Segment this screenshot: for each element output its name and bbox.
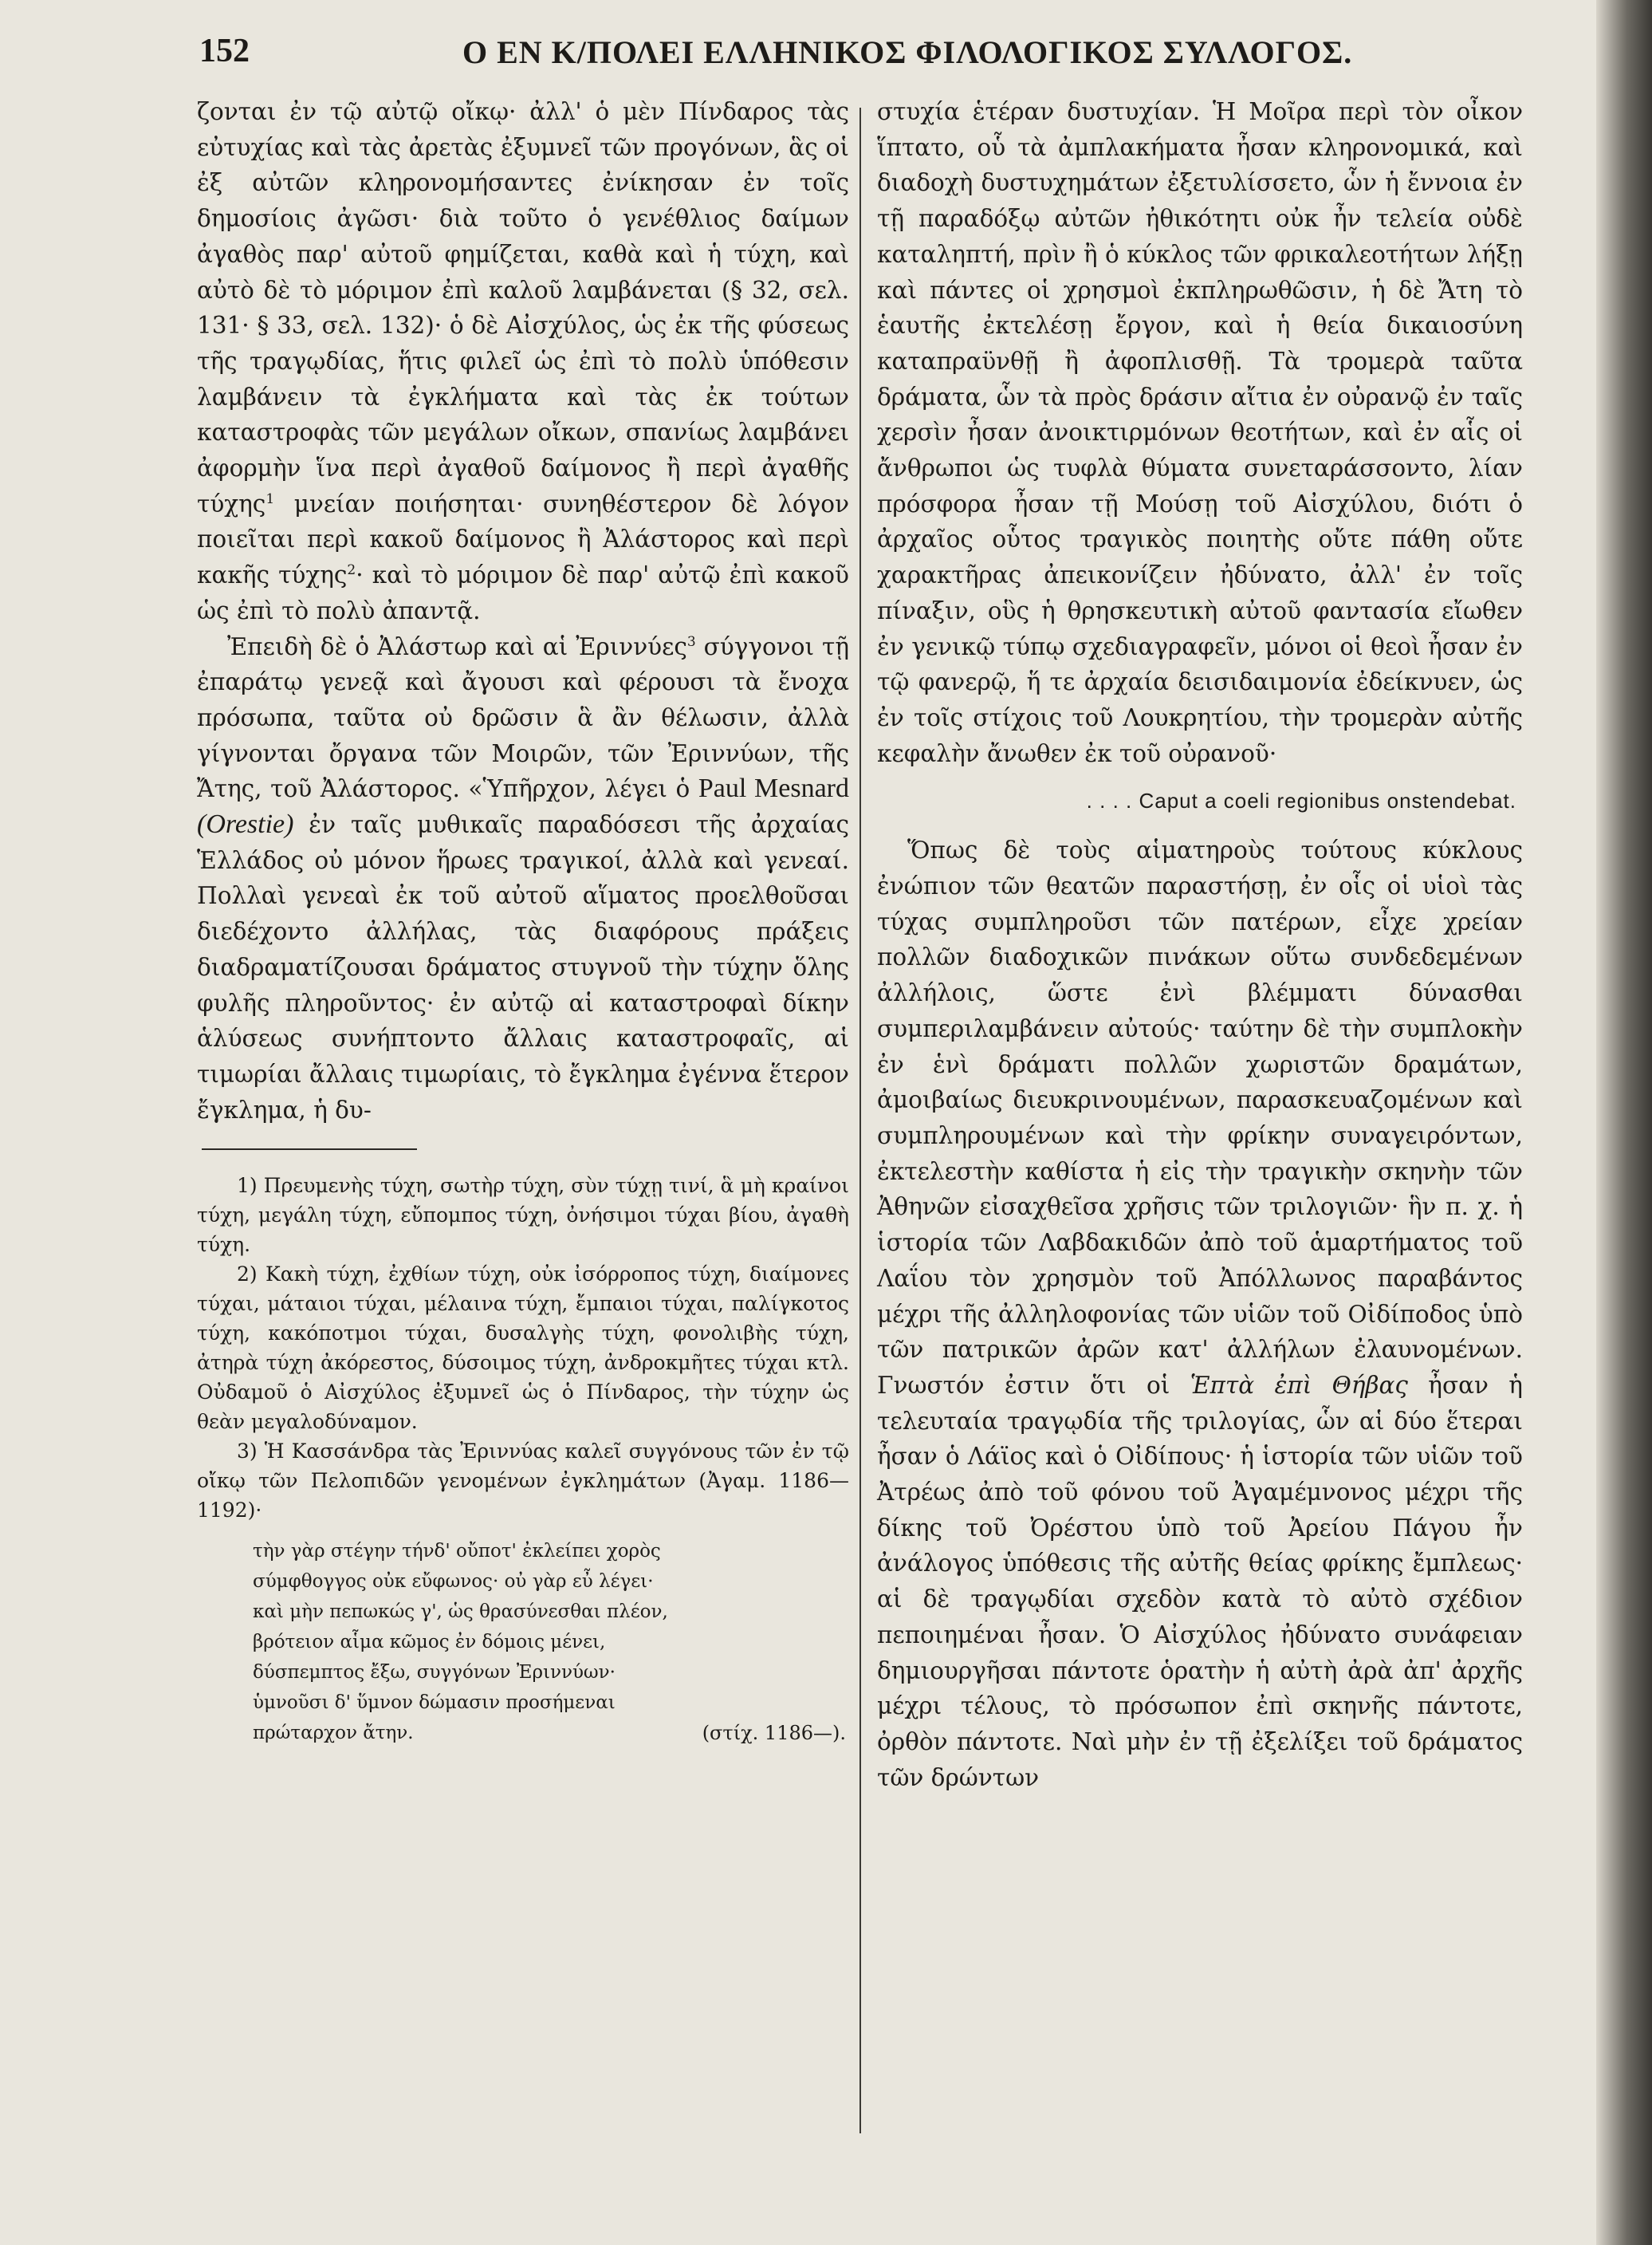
- running-head: [199, 32, 1491, 88]
- paragraph: Ὅπως δὲ τοὺς αἱματηροὺς τούτους κύκλους ἐνώπιον τῶν θεατῶν παραστήσῃ, ἐν οἷς οἱ υἱοὶ τὰς τύχας συμπληροῦσι τῶν πατέρων, εἶχε χρείαν πολλῶν διαδοχικῶν πινάκων οὕτω συνδεδεμένων ἀλλήλοις, ὥστε ἐνὶ βλέμματι δύνασθαι συμπεριλαμβάνειν αὐτούς· ταύτην δὲ τὴν συμπλοκὴν ἐν ἑνὶ δράματι πολλῶν χωριστῶν δραμάτων, ἀμοιβαίως διευκρινουμένων, παρασκευαζομένων καὶ συμπληρουμένων καὶ τὴν φρίκην συναγειρόντων, ἐκτελεστὴν καθίστα ἡ εἰς τὴν τραγικὴν σκηνὴν τῶν Ἀθηνῶν εἰσαχθεῖσα χρῆσις τῶν τριλογιῶν· ἣν π. χ. ἡ ἱστορία τῶν Λαβδακιδῶν ἀπὸ τοῦ ἁμαρτήματος τοῦ Λαΐου τὸν χρησμὸν τοῦ Ἀπόλλωνος παραβάντος μέχρι τῆς ἀλληλοφονίας τῶν υἱῶν τοῦ Οἰδίποδος ὑπὸ τῶν πατρικῶν ἀρῶν κατ' ἀλλήλων ἐλαυνομένων. Γνωστόν ἐστιν ὅτι οἱ Ἑπτὰ ἐπὶ Θήβας ἦσαν ἡ τελευταία τραγῳδία τῆς τριλογίας, ὧν αἱ δύο ἕτεραι ἦσαν ὁ Λάϊος καὶ ὁ Οἰδίπους· ἡ ἱστορία τῶν υἱῶν τοῦ Ἀτρέως ἀπὸ τοῦ φόνου τοῦ Ἀγαμέμνονος μέχρι τῆς δίκης τοῦ Ὀρέστου ὑπὸ τοῦ Ἀρείου Πάγου ἦν ἀνάλογος ὑπόθεσις τῆς αὐτῆς θείας φρίκης ἔμπλεως· αἱ δὲ τραγῳδίαι σχεδὸν κατὰ τὸ αὐτὸ σχέδιον πεποιημέναι ἦσαν. Ὁ Αἰσχύλος ἠδύνατο συνάφειαν δημιουργῆσαι πάντοτε ὁρατὴν ἡ αὐτὴ ἀρὰ ἀπ' ἀρχῆς μέχρι τέλους, τὸ πρόσωπον ἐπὶ σκηνῆς πάντοτε, ὀρθὸν πάντοτε. Ναὶ μὴν ἐν τῇ ἐξελίξει τοῦ δράματος τῶν δρώντων: [877, 837, 1523, 1791]
- latin-quotation: . . . . Caput a coeli regionibus onstendebat.: [1086, 789, 1516, 813]
- verse-line: δύσπεμπτος ἔξω, συγγόνων Ἐριννύων·: [253, 1662, 616, 1684]
- left-column: [197, 94, 849, 1748]
- column-divider: [859, 108, 861, 2133]
- paragraph: στυχία ἑτέραν δυστυχίαν. Ἡ Μοῖρα περὶ τὸν οἶκον ἵπτατο, οὗ τὰ ἀμπλακήματα ἦσαν κληρονομικά, καὶ διαδοχὴ δυστυχημάτων ἐξετυλίσσετο, ὧν ἡ ἔννοια ἐν τῇ παραδόξῳ αὐτῶν ἠθικότητι οὐκ ἦν τελεία οὐδὲ καταληπτή, πρὶν ἢ ὁ κύκλος τῶν φρικαλεοτήτων λήξῃ καὶ πάντες οἱ χρησμοὶ ἐκπληρωθῶσιν, ἡ δὲ Ἄτη τὸ ἑαυτῆς ἐκτελέσῃ ἔργον, καὶ ἡ θεία δικαιοσύνη καταπραϋνθῇ ἢ ἀφοπλισθῇ. Τὰ τρομερὰ ταῦτα δράματα, ὧν τὰ πρὸς δράσιν αἴτια ἐν οὐρανῷ ἐν ταῖς χερσὶν ἦσαν ἀνοικτιρμόνων θεοτήτων, καὶ ἐν αἷς οἱ ἄνθρωποι ὡς τυφλὰ θύματα συνεταράσσοντο, λίαν πρόσφορα ἦσαν τῇ Μούσῃ τοῦ Αἰσχύλου, διότι ὁ ἀρχαῖος οὗτος τραγικὸς ποιητὴς οὔτε πάθη οὔτε χαρακτῆρας ἀπεικονίζειν ἠδύνατο, ἀλλ' ἐν τοῖς πίναξιν, οὓς ἡ θρησκευτικὴ αὐτοῦ φαντασία εἴωθεν ἐν γενικῷ τύπῳ σχεδιαγραφεῖν, μόνοι οἱ θεοὶ ἦσαν ἐν τῷ φανερῷ, ἥ τε ἀρχαία δεισιδαιμονία ἐδείκνυεν, ὡς ἐν τοῖς στίχοις τοῦ Λουκρητίου, τὴν τρομερὰν αὐτῆς κεφαλὴν ἄνωθεν ἐκ τοῦ οὐρανοῦ·: [877, 98, 1523, 767]
- footnote-ref: 1: [266, 490, 275, 507]
- paragraph: ζονται ἐν τῷ αὐτῷ οἴκῳ· ἀλλ' ὁ μὲν Πίνδαρος τὰς εὐτυχίας καὶ τὰς ἀρετὰς ἐξυμνεῖ τῶν προγόνων, ἃς οἱ ἐξ αὐτῶν κληρονομήσαντες ἐνίκησαν ἐν τοῖς δημοσίοις ἀγῶσι· διὰ τοῦτο ὁ γενέθλιος δαίμων ἀγαθὸς παρ' αὐτοῦ φημίζεται, καθὰ καὶ ἡ τύχη, καὶ αὐτὸ δὲ τὸ μόριμον ἐπὶ καλοῦ λαμβάνεται (§ 32, σελ. 131· § 33, σελ. 132)· ὁ δὲ Αἰσχύλος, ὡς ἐκ τῆς φύσεως τῆς τραγῳδίας, ἥτις φιλεῖ ὡς ἐπὶ τὸ πολὺ ὑπόθεσιν λαμβάνειν τὰ ἐγκλήματα καὶ τὰς ἐκ τούτων καταστροφὰς τῶν μεγάλων οἴκων, σπανίως λαμβάνει ἀφορμὴν ἵνα περὶ ἀγαθοῦ δαίμονος ἢ περὶ ἀγαθῆς τύχης$^1$ μνείαν ποιήσηται· συνηθέστερον δὲ λόγον ποιεῖται περὶ κακοῦ δαίμονος ἢ Ἀλάστορος καὶ περὶ κακῆς τύχης$^2$· καὶ τὸ μόριμον δὲ παρ' αὐτῷ ἐπὶ κακοῦ ὡς ἐπὶ τὸ πολὺ ἀπαντᾷ.: [197, 98, 849, 624]
- work-title: (Orestie): [197, 809, 294, 840]
- verse-line: πρώταρχον ἄτην.: [253, 1723, 414, 1744]
- page-number: 152: [199, 33, 250, 69]
- journal-title: Ο ΕΝ Κ/ΠΟΛΕΙ ΕΛΛΗΝΙΚΟΣ ΦΙΛΟΛΟΓΙΚΟΣ ΣΥΛΛΟΓΟΣ.: [462, 34, 1353, 70]
- footnote-1: 1) Πρευμενὴς τύχη, σωτὴρ τύχη, σὺν τύχῃ τινί, ἃ μὴ κραίνοι τύχη, μεγάλη τύχη, εὔπομπος τύχη, ὀνήσιμοι τύχαι βίου, ἀγαθὴ τύχη.: [197, 1174, 849, 1257]
- verse-line: καὶ μὴν πεπωκώς γ', ὡς θρασύνεσθαι πλέον,: [253, 1601, 668, 1623]
- verse-reference: (στίχ. 1186—).: [702, 1722, 846, 1745]
- verse-line: σύμφθογγος οὐκ εὔφωνος· οὐ γὰρ εὖ λέγει·: [253, 1571, 654, 1593]
- footnote-3: 3) Ἡ Κασσάνδρα τὰς Ἐριννύας καλεῖ συγγόνους τῶν ἐν τῷ οἴκῳ τῶν Πελοπιδῶν γενομένων ἐγκλημάτων (Ἀγαμ. 1186—1192)·: [197, 1440, 849, 1522]
- right-column: [877, 94, 1523, 1795]
- footnote-2: 2) Κακὴ τύχη, ἐχθίων τύχη, οὐκ ἰσόρροπος τύχη, διαίμονες τύχαι, μάταιοι τύχαι, μέλαινα τύχη, ἔμπαιοι τύχαι, παλίγκοτος τύχη, κακόποτμοι τύχαι, δυσαλγὴς τύχη, φονολιβὴς τύχη, ἀτηρὰ τύχη ἀκόρεστος, δύσοιμος τύχη, ἀνδροκμῆτες τύχαι κτλ. Οὐδαμοῦ ὁ Αἰσχύλος ἐξυμνεῖ ὡς ὁ Πίνδαρος, τὴν τύχην ὡς θεὰν μεγαλοδύναμον.: [197, 1262, 849, 1434]
- verse-line: ὑμνοῦσι δ' ὕμνον δώμασιν προσήμεναι: [253, 1692, 616, 1714]
- verse-line: τὴν γὰρ στέγην τήνδ' οὔποτ' ἐκλείπει χορὸς: [253, 1541, 661, 1562]
- work-title: Ἑπτὰ ἐπὶ Θήβας: [1190, 1371, 1408, 1399]
- quoted-verse: [253, 1536, 849, 1748]
- verse-line: βρότειον αἷμα κῶμος ἐν δόμοις μένει,: [253, 1632, 606, 1653]
- author-name: Paul Mesnard: [698, 774, 849, 804]
- paragraph: Ἐπειδὴ δὲ ὁ Ἀλάστωρ καὶ αἱ Ἐριννύες$^3$ σύγγονοι τῇ ἐπαράτῳ γενεᾷ καὶ ἄγουσι καὶ φέρουσι τὰ ἔνοχα πρόσωπα, ταῦτα οὐ δρῶσιν ἃ ἂν θέλωσιν, ἀλλὰ γίγνονται ὄργανα τῶν Μοιρῶν, τῶν Ἐριννύων, τῆς Ἄτης, τοῦ Ἀλάστορος. «Ὑπῆρχον, λέγει ὁ Paul Mesnard (Orestie) ἐν ταῖς μυθικαῖς παραδόσεσι τῆς ἀρχαίας Ἑλλάδος οὐ μόνον ἥρωες τραγικοί, ἀλλὰ καὶ γενεαί. Πολλαὶ γενεαὶ ἐκ τοῦ αὐτοῦ αἵματος προελθοῦσαι διεδέχοντο ἀλλήλας, τὰς διαφόρους πράξεις διαδραματίζουσαι δράματος στυγνοῦ τὴν τύχην ὅλης φυλῆς πληροῦντος· ἐν αὐτῷ αἱ καταστροφαὶ δίκην ἁλύσεως συνήπτοντο ἄλλαις καταστροφαῖς, αἱ τιμωρίαι ἄλλαις τιμωρίαις, τὸ ἔγκλημα ἐγέννα ἕτερον ἔγκλημα, ἡ δυ-: [197, 632, 849, 1124]
- footnote-ref: 2: [347, 562, 356, 579]
- footnotes: [197, 1171, 849, 1748]
- page-edge-shadow: [1596, 0, 1652, 2245]
- footnote-ref: 3: [686, 633, 696, 650]
- footnote-divider: [202, 1148, 417, 1150]
